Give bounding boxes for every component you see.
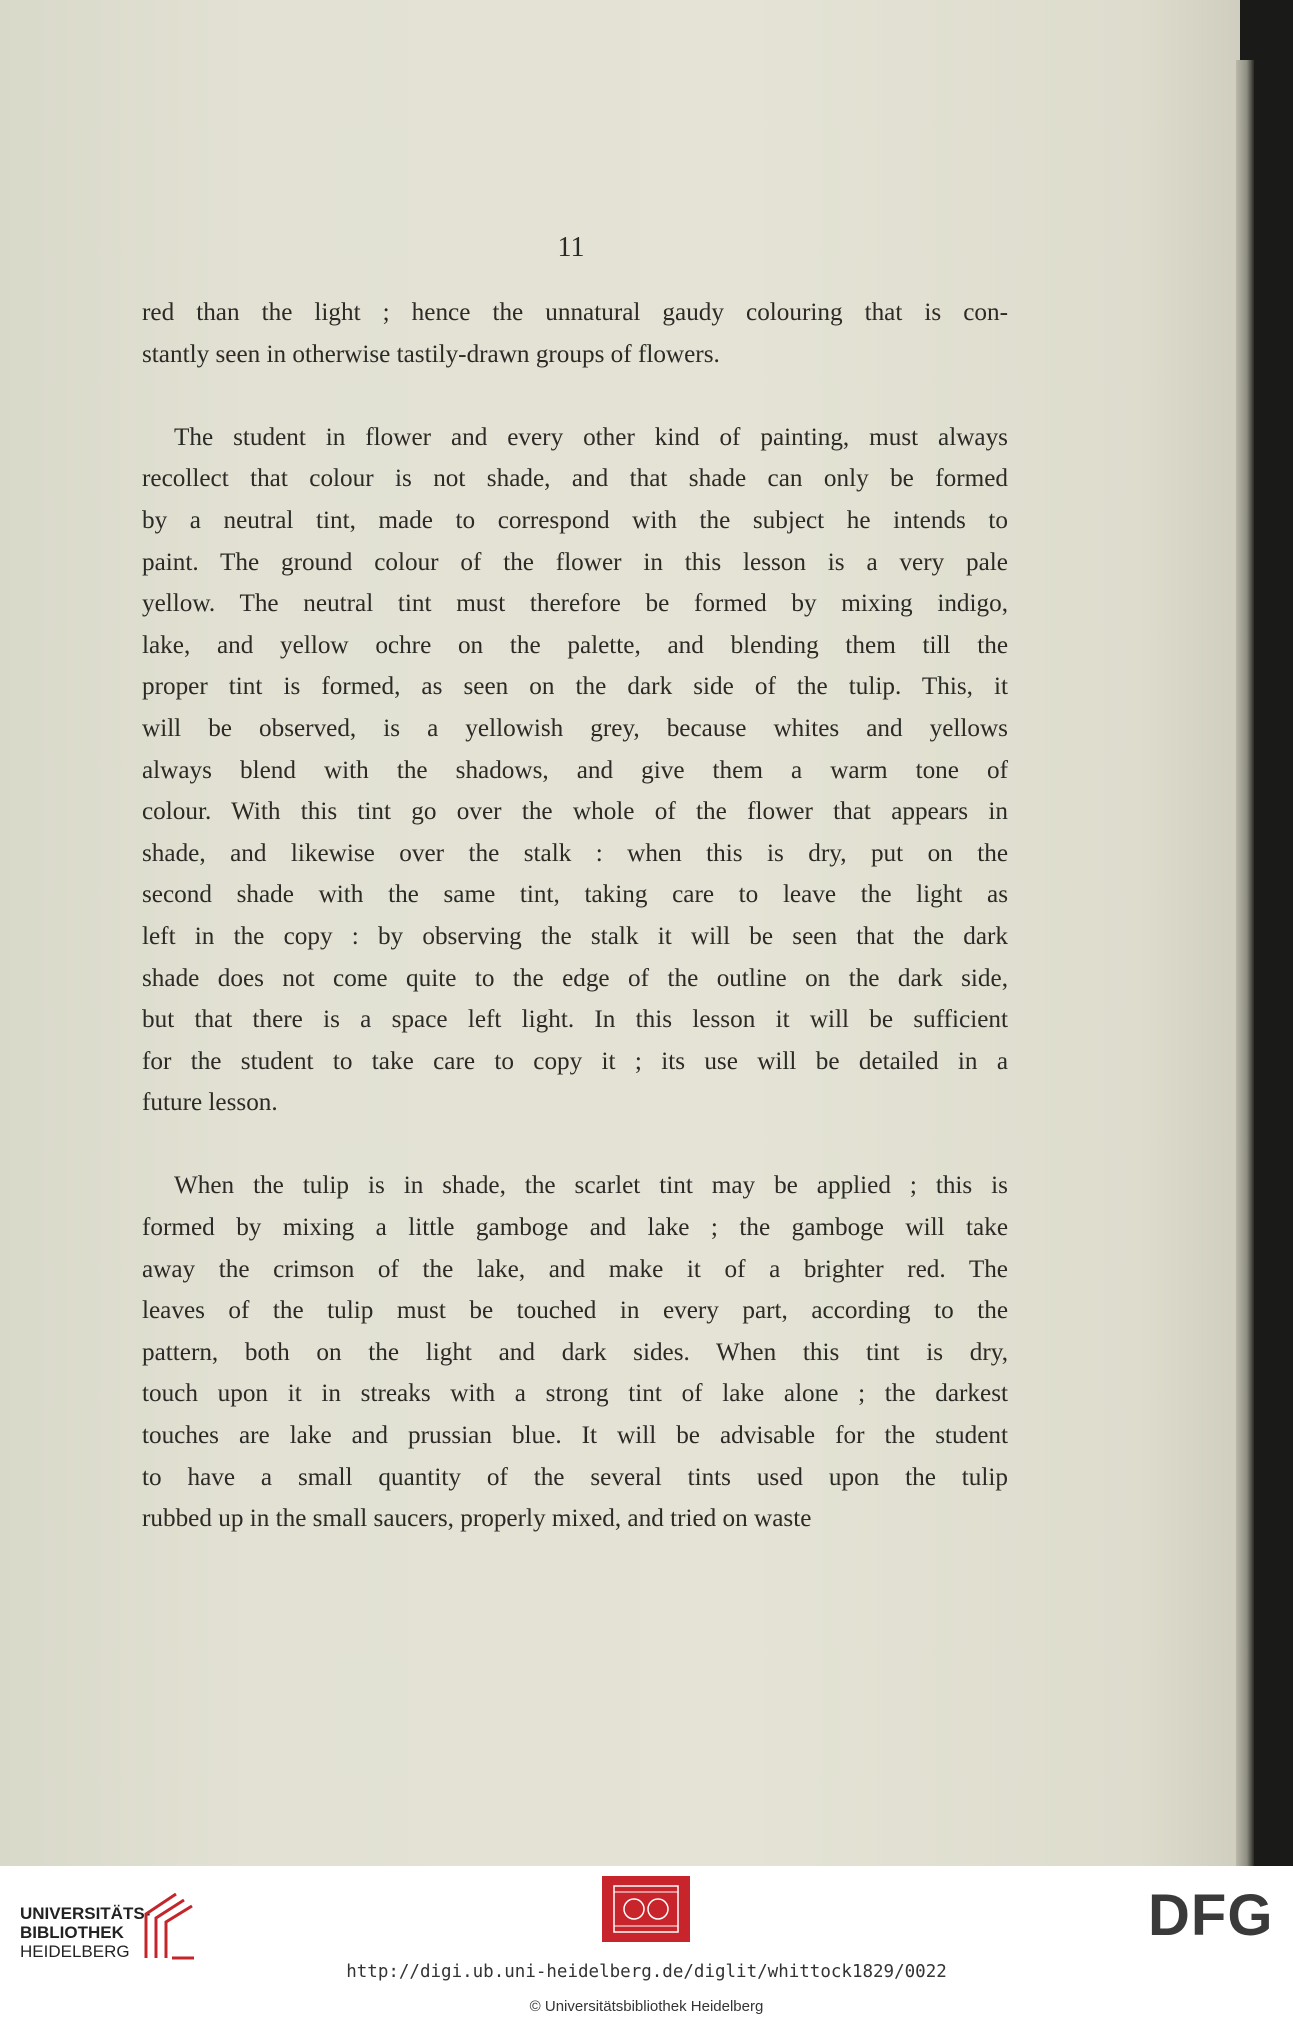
text-line: proper tint is formed, as seen on the dark side of the tulip. This, it	[142, 673, 1008, 701]
text-line: to have a small quantity of the several tints used upon the tulip	[142, 1463, 1008, 1491]
body-text	[142, 292, 1008, 1540]
text-line: red than the light ; hence the unnatural gaudy colouring that is con-	[142, 299, 1008, 326]
text-line: pattern, both on the light and dark sides. When this tint is dry,	[142, 1338, 1008, 1366]
text-line: always blend with the shadows, and give them a warm tone of	[142, 756, 1008, 784]
text-line: colour. With this tint go over the whole of the flower that appears in	[142, 798, 1008, 826]
text-line: The student in flower and every other kind of painting, must always	[174, 423, 1008, 451]
text-line: second shade with the same tint, taking care to leave the light as	[142, 881, 1008, 909]
text-line: yellow. The neutral tint must therefore be formed by mixing indigo,	[142, 590, 1008, 618]
dfg-logo[interactable]: DFG	[1148, 1883, 1274, 1948]
library-name-line1: UNIVERSITÄTS-	[20, 1904, 151, 1923]
text-line: will be observed, is a yellowish grey, because whites and yellows	[142, 714, 1008, 742]
paragraph	[142, 417, 1008, 1124]
text-line: leaves of the tulip must be touched in every part, according to the	[142, 1297, 1008, 1325]
text-line: but that there is a space left light. In this lesson it will be sufficient	[142, 1006, 1008, 1034]
university-library-logo[interactable]	[20, 1884, 200, 1964]
text-line: formed by mixing a little gamboge and lake ; the gamboge will take	[142, 1214, 1008, 1242]
text-line: left in the copy : by observing the stalk it will be seen that the dark	[142, 922, 1008, 950]
text-line: stantly seen in otherwise tastily-drawn groups of flowers.	[142, 340, 720, 368]
page-edge	[1236, 60, 1254, 1866]
copyright-notice: © Universitätsbibliothek Heidelberg	[529, 1998, 764, 2015]
text-line: for the student to take care to copy it ; its use will be detailed in a	[142, 1047, 1008, 1075]
paragraph-gap	[142, 375, 1008, 417]
library-name-line2: BIBLIOTHEK	[20, 1923, 124, 1942]
text-line: by a neutral tint, made to correspond with the subject he intends to	[142, 506, 1008, 534]
text-line: touch upon it in streaks with a strong tint of lake alone ; the darkest	[142, 1380, 1008, 1408]
text-line: When the tulip is in shade, the scarlet tint may be applied ; this is	[174, 1172, 1008, 1200]
paragraph-gap	[142, 1124, 1008, 1166]
page-number: 11	[557, 232, 585, 263]
library-name-line3: HEIDELBERG	[20, 1942, 130, 1961]
library-mark-icon	[132, 1888, 202, 1964]
text-line: future lesson.	[142, 1089, 278, 1117]
text-line: away the crimson of the lake, and make it of a brighter red. The	[142, 1255, 1008, 1283]
paragraph	[142, 1165, 1008, 1539]
paragraph	[142, 292, 1008, 375]
permalink-url[interactable]: http://digi.ub.uni-heidelberg.de/diglit/whittock1829/0022	[346, 1962, 947, 1982]
text-line: shade, and likewise over the stalk : when this is dry, put on the	[142, 839, 1008, 867]
text-line: rubbed up in the small saucers, properly mixed, and tried on waste	[142, 1505, 812, 1533]
episteme-logo-icon[interactable]	[602, 1876, 690, 1942]
text-line: shade does not come quite to the edge of the outline on the dark side,	[142, 964, 1008, 992]
text-line: lake, and yellow ochre on the palette, and blending them till the	[142, 631, 1008, 659]
text-line: recollect that colour is not shade, and that shade can only be formed	[142, 465, 1008, 493]
text-line: paint. The ground colour of the flower in this lesson is a very pale	[142, 548, 1008, 576]
text-line: touches are lake and prussian blue. It will be advisable for the student	[142, 1422, 1008, 1450]
footer	[0, 1866, 1293, 2022]
